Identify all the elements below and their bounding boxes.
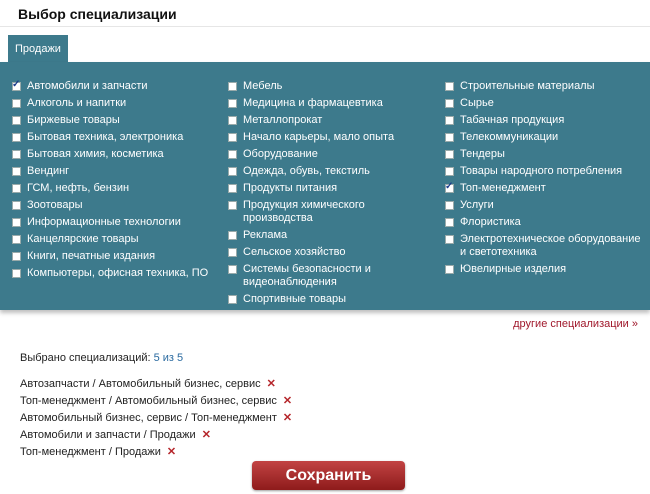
specialization-item[interactable] bbox=[12, 165, 217, 178]
specialization-label: Товары народного потребления bbox=[460, 165, 623, 177]
specializations-panel bbox=[0, 62, 650, 310]
specialization-checkbox[interactable] bbox=[12, 235, 21, 244]
specialization-checkbox[interactable] bbox=[228, 133, 237, 142]
specialization-label: Алкоголь и напитки bbox=[27, 97, 127, 109]
specialization-label: Спортивные товары bbox=[243, 293, 346, 305]
specialization-label: Продукты питания bbox=[243, 182, 338, 194]
specialization-label: Начало карьеры, мало опыта bbox=[243, 131, 395, 143]
specialization-item[interactable] bbox=[12, 80, 217, 93]
specialization-checkbox[interactable] bbox=[228, 167, 237, 176]
specialization-checkbox[interactable] bbox=[228, 99, 237, 108]
specialization-item[interactable] bbox=[228, 148, 433, 161]
tab-sales[interactable]: Продажи bbox=[8, 35, 68, 62]
specialization-label: Книги, печатные издания bbox=[27, 250, 156, 262]
selected-item-label: Топ-менеджмент / Продажи bbox=[20, 445, 161, 458]
specialization-item[interactable] bbox=[228, 182, 433, 195]
specialization-label: ГСМ, нефть, бензин bbox=[27, 182, 130, 194]
specialization-label: Канцелярские товары bbox=[27, 233, 139, 245]
specialization-label: Одежда, обувь, текстиль bbox=[243, 165, 370, 177]
specializations-column-2 bbox=[228, 80, 433, 310]
specialization-label: Оборудование bbox=[243, 148, 318, 160]
specialization-label: Сырье bbox=[460, 97, 494, 109]
specialization-item[interactable] bbox=[12, 267, 217, 280]
selected-count: 5 из 5 bbox=[153, 352, 184, 364]
specialization-item[interactable] bbox=[228, 229, 433, 242]
specialization-checkbox[interactable] bbox=[228, 265, 237, 274]
specialization-checkbox[interactable] bbox=[228, 184, 237, 193]
specialization-item[interactable] bbox=[228, 263, 433, 289]
specialization-label: Вендинг bbox=[27, 165, 70, 177]
selected-item bbox=[20, 426, 292, 443]
specialization-label: Флористика bbox=[460, 216, 521, 228]
specialization-item[interactable] bbox=[445, 216, 645, 229]
specialization-item[interactable] bbox=[445, 131, 645, 144]
specialization-item[interactable] bbox=[12, 216, 217, 229]
specialization-label: Бытовая химия, косметика bbox=[27, 148, 164, 160]
specialization-item[interactable] bbox=[445, 165, 645, 178]
specializations-column-3 bbox=[445, 80, 645, 280]
specialization-label: Табачная продукция bbox=[460, 114, 565, 126]
save-button[interactable]: Сохранить bbox=[252, 461, 405, 490]
specialization-checkbox[interactable] bbox=[12, 184, 21, 193]
specialization-checkbox[interactable] bbox=[228, 231, 237, 240]
specialization-item[interactable] bbox=[12, 182, 217, 195]
specialization-item[interactable] bbox=[12, 250, 217, 263]
specialization-checkbox[interactable] bbox=[228, 201, 237, 210]
specialization-checkbox[interactable] bbox=[445, 235, 454, 244]
selected-item bbox=[20, 409, 292, 426]
selected-item-label: Автомобильный бизнес, сервис / Топ-менеджмент bbox=[20, 411, 277, 424]
specialization-checkbox[interactable] bbox=[12, 99, 21, 108]
specialization-label: Мебель bbox=[243, 80, 283, 92]
specialization-checkbox[interactable] bbox=[445, 99, 454, 108]
specialization-item[interactable] bbox=[228, 199, 433, 225]
selected-item-label: Топ-менеджмент / Автомобильный бизнес, сервис bbox=[20, 394, 277, 407]
specialization-item[interactable] bbox=[228, 293, 433, 306]
specialization-label: Компьютеры, офисная техника, ПО bbox=[27, 267, 209, 279]
selected-item bbox=[20, 443, 292, 460]
specialization-item[interactable] bbox=[445, 233, 645, 259]
specializations-column-1 bbox=[12, 80, 217, 284]
page-title: Выбор специализации bbox=[18, 6, 177, 22]
specialization-item[interactable] bbox=[228, 114, 433, 127]
specialization-label: Продукция химического производства bbox=[243, 199, 365, 224]
specialization-checkbox[interactable] bbox=[12, 133, 21, 142]
specialization-checkbox[interactable] bbox=[12, 116, 21, 125]
selected-summary bbox=[20, 352, 183, 364]
specialization-item[interactable] bbox=[228, 131, 433, 144]
selected-list bbox=[20, 375, 292, 460]
selected-item bbox=[20, 392, 292, 409]
specialization-label: Услуги bbox=[460, 199, 494, 211]
specialization-label: Системы безопасности и видеонаблюдения bbox=[243, 263, 371, 288]
specialization-label: Топ-менеджмент bbox=[460, 182, 546, 194]
specialization-label: Автомобили и запчасти bbox=[27, 80, 148, 92]
specialization-item[interactable] bbox=[12, 148, 217, 161]
specialization-checkbox[interactable] bbox=[445, 201, 454, 210]
specialization-label: Сельское хозяйство bbox=[243, 246, 346, 258]
tab-bar bbox=[0, 27, 650, 62]
specialization-checkbox[interactable] bbox=[228, 295, 237, 304]
remove-icon[interactable]: ✕ bbox=[282, 395, 293, 407]
specialization-item[interactable] bbox=[12, 233, 217, 246]
specialization-item[interactable] bbox=[445, 199, 645, 212]
specialization-label: Металлопрокат bbox=[243, 114, 323, 126]
specialization-checkbox[interactable] bbox=[12, 218, 21, 227]
specialization-checkbox[interactable] bbox=[445, 116, 454, 125]
remove-icon[interactable]: ✕ bbox=[266, 378, 276, 390]
specialization-checkbox[interactable] bbox=[445, 184, 454, 193]
selected-item-label: Автозапчасти / Автомобильный бизнес, сервис bbox=[20, 377, 261, 390]
specialization-label: Реклама bbox=[243, 229, 288, 241]
specialization-label: Строительные материалы bbox=[460, 80, 595, 92]
specialization-checkbox[interactable] bbox=[12, 150, 21, 159]
remove-icon[interactable]: ✕ bbox=[282, 412, 293, 424]
remove-icon[interactable]: ✕ bbox=[166, 446, 177, 458]
specialization-item[interactable] bbox=[228, 97, 433, 110]
specialization-label: Зоотовары bbox=[27, 199, 83, 211]
selected-item-label: Автомобили и запчасти / Продажи bbox=[20, 428, 196, 441]
specialization-item[interactable] bbox=[12, 199, 217, 212]
specialization-item[interactable] bbox=[228, 246, 433, 259]
specialization-checkbox[interactable] bbox=[445, 133, 454, 142]
specialization-checkbox[interactable] bbox=[12, 167, 21, 176]
specialization-label: Тендеры bbox=[460, 148, 505, 160]
specialization-checkbox[interactable] bbox=[228, 248, 237, 257]
specialization-item[interactable] bbox=[445, 114, 645, 127]
specialization-label: Медицина и фармацевтика bbox=[243, 97, 383, 109]
specialization-item[interactable] bbox=[445, 148, 645, 161]
specialization-checkbox[interactable] bbox=[445, 82, 454, 91]
specialization-checkbox[interactable] bbox=[12, 201, 21, 210]
specialization-checkbox[interactable] bbox=[12, 82, 21, 91]
specialization-label: Информационные технологии bbox=[27, 216, 181, 228]
selected-item bbox=[20, 375, 292, 392]
specialization-item[interactable] bbox=[445, 97, 645, 110]
specialization-label: Ювелирные изделия bbox=[460, 263, 567, 275]
remove-icon[interactable]: ✕ bbox=[201, 429, 211, 441]
specialization-checkbox[interactable] bbox=[445, 265, 454, 274]
specialization-item[interactable] bbox=[12, 131, 217, 144]
selected-summary-label: Выбрано специализаций: bbox=[20, 352, 151, 364]
specialization-label: Телекоммуникации bbox=[460, 131, 559, 143]
other-specializations-link[interactable]: другие специализации » bbox=[513, 318, 638, 330]
specialization-item[interactable] bbox=[228, 80, 433, 93]
specialization-checkbox[interactable] bbox=[228, 150, 237, 159]
specialization-item[interactable] bbox=[445, 182, 645, 195]
header bbox=[0, 0, 650, 27]
specialization-checkbox[interactable] bbox=[12, 269, 21, 278]
specialization-checkbox[interactable] bbox=[228, 116, 237, 125]
specialization-checkbox[interactable] bbox=[445, 167, 454, 176]
specialization-label: Биржевые товары bbox=[27, 114, 120, 126]
specialization-label: Бытовая техника, электроника bbox=[27, 131, 184, 143]
specialization-label: Электротехническое оборудование и светотехника bbox=[460, 233, 641, 258]
specialization-item[interactable] bbox=[12, 97, 217, 110]
specialization-item[interactable] bbox=[228, 165, 433, 178]
specialization-checkbox[interactable] bbox=[445, 218, 454, 227]
specialization-checkbox[interactable] bbox=[12, 252, 21, 261]
specialization-checkbox[interactable] bbox=[228, 82, 237, 91]
specialization-checkbox[interactable] bbox=[445, 150, 454, 159]
specialization-item[interactable] bbox=[445, 263, 645, 276]
specialization-item[interactable] bbox=[445, 80, 645, 93]
specialization-item[interactable] bbox=[12, 114, 217, 127]
